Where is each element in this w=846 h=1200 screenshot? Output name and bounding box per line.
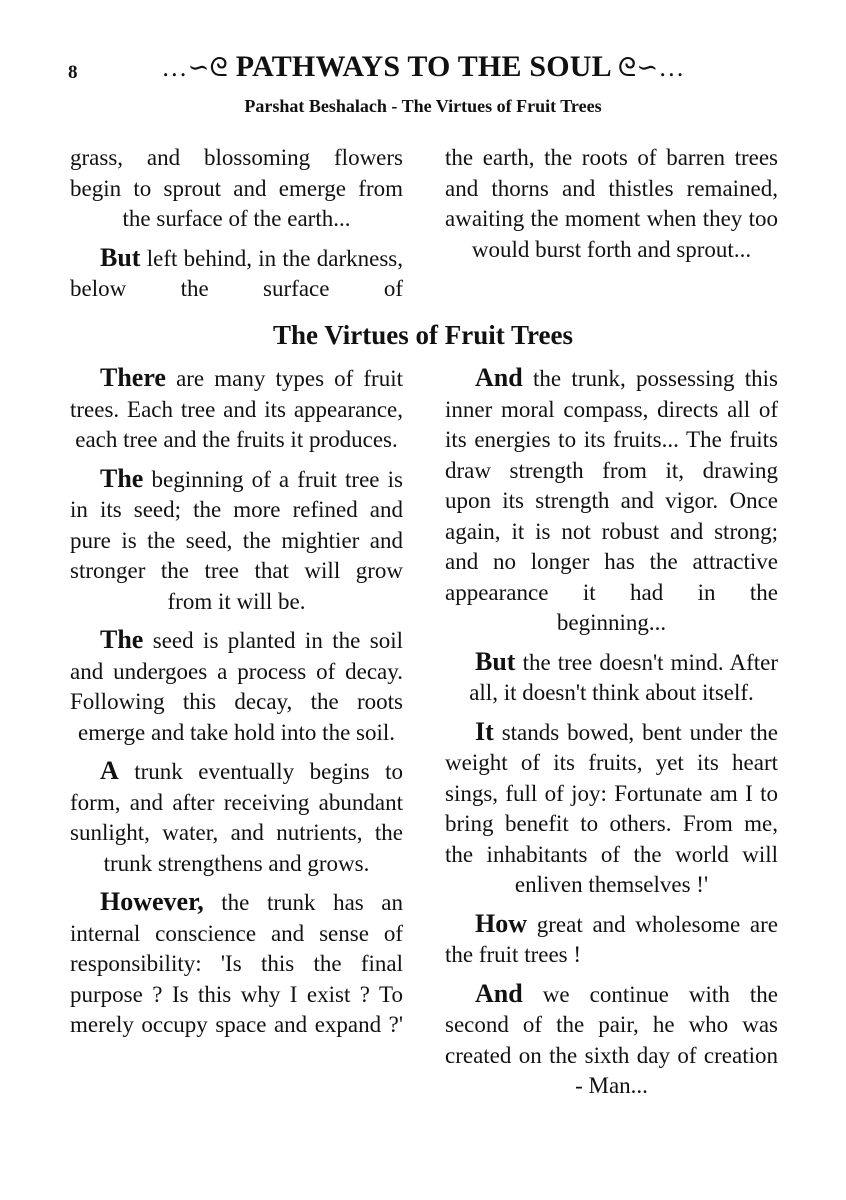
lead-word: The [100,463,144,493]
paragraph-text: the tree doesn't mind. After all, it doesn't think about itself. [469,649,778,705]
lead-word: There [100,363,166,392]
paragraph [445,647,778,709]
ornament-right-icon: ᘓ∽… [617,53,685,82]
paragraph-text: beginning of a fruit tree is in its seed; the more refined and pure is the seed, the mightier and stronger the tree that will grow from it will be. [70,466,403,614]
body-left-column [70,363,403,1049]
paragraph [70,625,403,748]
paragraph [70,887,403,1041]
paragraph-text: trunk eventually begins to form, and after receiving abundant sunlight, water, and nutrients, the trunk strengthens and grows. [70,759,403,876]
lead-word: The [100,625,144,654]
book-title: PATHWAYS TO THE SOUL [235,50,611,83]
lead-word: But [100,242,141,272]
lead-word: And [475,363,523,392]
paragraph-text: the trunk, possessing this inner moral compass, directs all of its energies to its fruits... The fruits draw strength from it, drawing upon its strength and vigor. Once again, it is not robust and strong; and no longer has the attractive appearance it had in the beginning... [445,366,778,635]
paragraph-text: seed is planted in the soil and undergoes a process of decay. Following this decay, the roots emerge and take hold into the soil. [70,628,403,745]
ornament-left-icon: …∽ᘓ [161,53,229,82]
paragraph-text: the earth, the roots of barren trees and thorns and thistles remained, awaiting the moment when they too would burst forth and sprout... [445,145,778,262]
paragraph-text: stands bowed, bent under the weight of its fruits, yet its heart sings, full of joy: Fortunate am I to bring benefit to others. From me, the inhabitants of the world will enliven themselves !' [445,719,778,897]
page-number: 8 [68,62,78,83]
paragraph [70,143,403,235]
lead-word: And [475,978,523,1008]
paragraph [70,363,403,456]
paragraph-text: are many types of fruit trees. Each tree and its appearance, each tree and the fruits it produces. [70,366,403,452]
paragraph [445,143,778,265]
paragraph-text: we continue with the second of the pair, he who was created on the sixth day of creation - Man... [445,981,778,1098]
lead-word: How [475,908,527,938]
paragraph [445,979,778,1102]
paragraph-text: left behind, in the darkness, below the surface of [70,245,403,301]
chapter-subtitle: Parshat Beshalach - The Virtues of Fruit Trees [244,96,602,116]
paragraph [70,243,403,305]
lead-word: A [100,756,119,785]
body-right-column [445,363,778,1110]
paragraph [445,717,778,901]
paragraph [70,464,403,618]
paragraph [445,909,778,971]
paragraph-text: great and wholesome are the fruit trees ! [445,911,778,967]
paragraph-text: the trunk has an internal conscience and sense of responsibility: 'Is this the final purpose ? Is this why I exist ? To merely occupy space and expand ?' [70,890,403,1037]
lead-word: However, [100,887,204,916]
paragraph-text: grass, and blossoming flowers begin to sprout and emerge from the surface of the earth... [70,145,403,231]
intro-left-column [70,143,403,313]
intro-right-column [445,143,778,273]
section-heading: The Virtues of Fruit Trees [273,320,573,350]
running-header [0,50,846,84]
paragraph [445,363,778,639]
paragraph [70,756,403,879]
lead-word: But [475,646,516,676]
lead-word: It [475,716,494,746]
